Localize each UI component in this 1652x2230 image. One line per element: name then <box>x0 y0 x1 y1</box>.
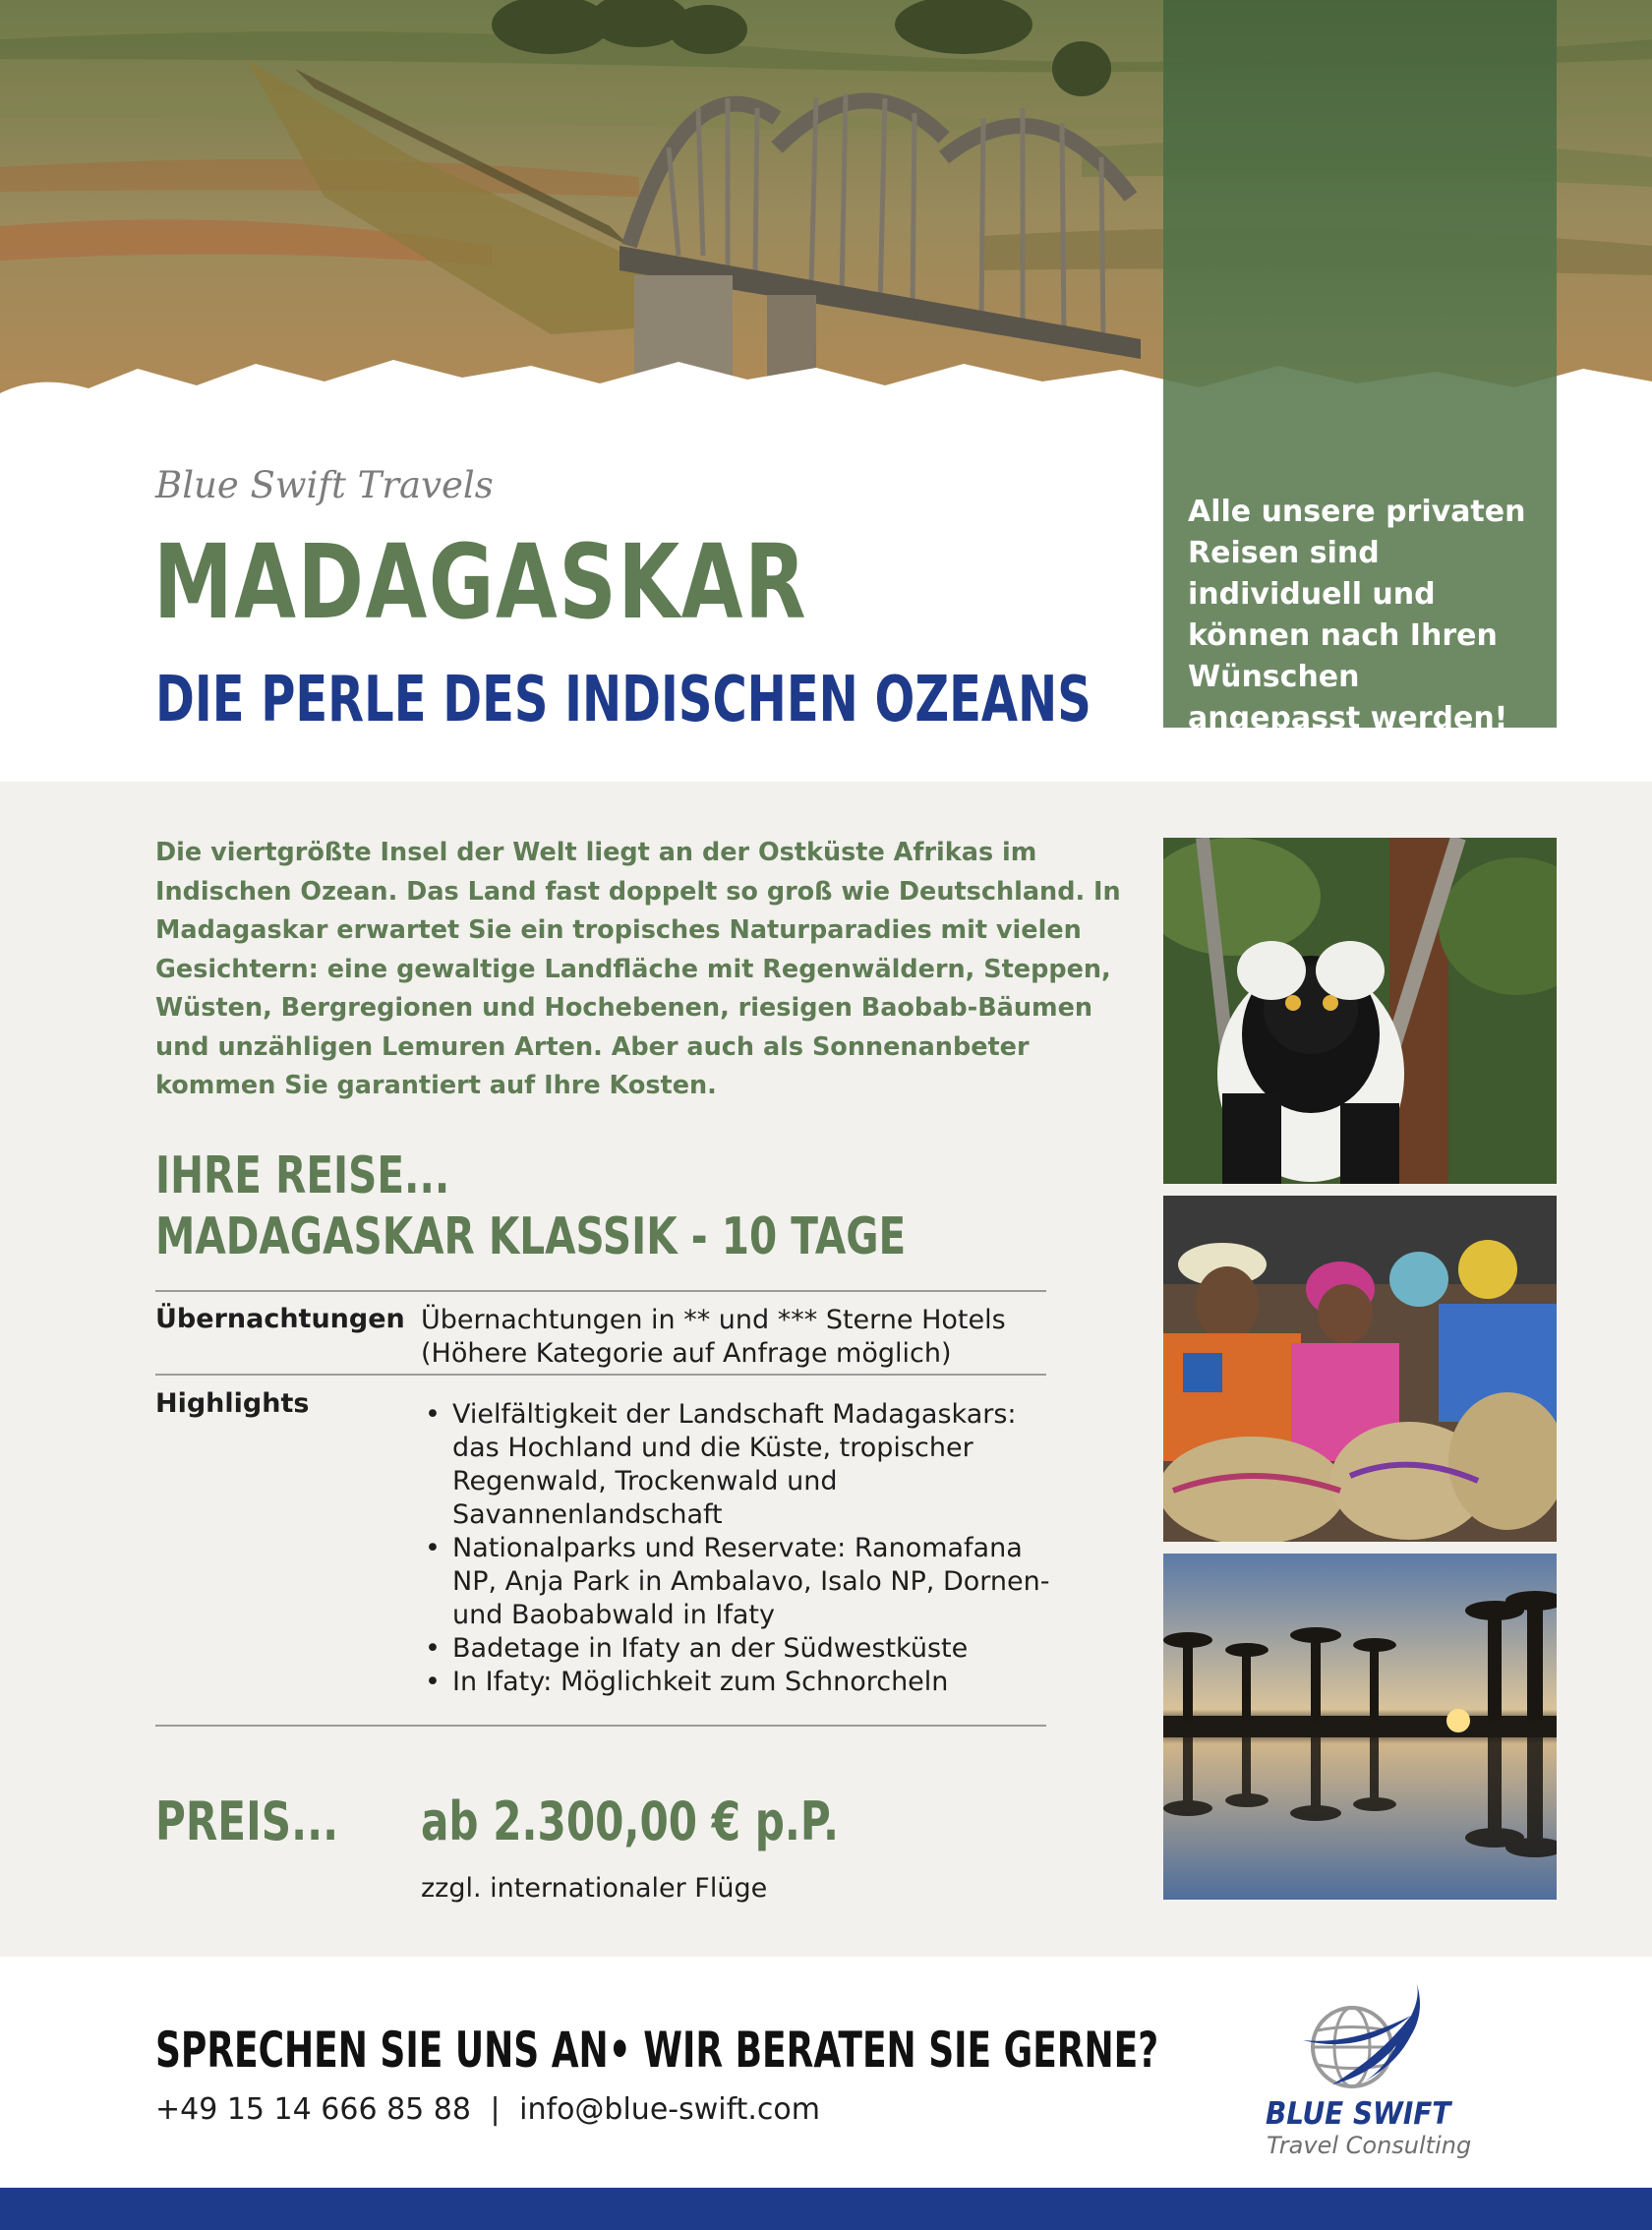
overnight-value-line2: (Höhere Kategorie auf Anfrage möglich) <box>421 1338 952 1369</box>
info-box-text: Alle unsere privaten Reisen sind individuell und können nach Ihren Wünschen angepasst werden! <box>1188 495 1526 735</box>
email-link[interactable]: info@blue-swift.com <box>519 2092 821 2127</box>
info-box-photo-tint <box>1163 0 1557 393</box>
bottom-bar <box>0 2188 1652 2230</box>
page-subtitle: DIE PERLE DES INDISCHEN OZEANS <box>155 664 1092 736</box>
overnight-value <box>421 1304 1050 1371</box>
page-title: MADAGASKAR <box>153 522 808 642</box>
highlights-list <box>421 1398 1050 1699</box>
intro-paragraph: Die viertgrößte Insel der Welt liegt an der Ostküste Afrikas im Indischen Ozean. Das Land fast doppelt so groß wie Deutschland. In Madagaskar erwartet Sie ein tropisches Naturparadies mit vielen Gesichtern: eine gewaltige Landfläche mit Regenwäldern, Steppen, Wüsten, Bergregionen und Hochebenen, riesigen Baobab-Bäumen und unzähligen Lemuren Arten. Aber auch als Sonnenanbeter kommen Sie garantiert auf Ihre Kosten. <box>155 838 1121 1100</box>
highlights-label: Highlights <box>155 1388 310 1419</box>
overnight-value-line1: Übernachtungen in ** und *** Sterne Hotels <box>421 1305 1006 1335</box>
list-item: • In Ifaty: Möglichkeit zum Schnorcheln <box>421 1666 1050 1699</box>
divider <box>155 1725 1046 1727</box>
logo-subtitle: Travel Consulting <box>1267 2132 1472 2159</box>
baobab-sunset-photo <box>1163 1554 1557 1900</box>
logo-name: BLUE SWIFT <box>1266 2096 1451 2132</box>
lemur-photo <box>1163 838 1557 1184</box>
list-item: • Nationalparks und Reservate: Ranomafana NP, Anja Park in Ambalavo, Isalo NP, Dornen- und Baobabwald in Ifaty <box>421 1532 1050 1632</box>
call-to-action: SPRECHEN SIE UNS AN• WIR BERATEN SIE GERNE? <box>155 2022 1159 2079</box>
list-item: • Badetage in Ifaty an der Südwestküste <box>421 1632 1050 1666</box>
contact-line <box>155 2092 820 2127</box>
trip-heading <box>155 1145 906 1267</box>
overnight-label: Übernachtungen <box>155 1304 405 1334</box>
divider <box>155 1374 1046 1376</box>
trip-heading-line2: MADAGASKAR KLASSIK - 10 TAGE <box>155 1207 907 1266</box>
divider <box>155 1290 1046 1292</box>
market-women-photo <box>1163 1196 1557 1542</box>
phone-link[interactable]: +49 15 14 666 85 88 <box>155 2092 471 2127</box>
price-label: PREIS... <box>155 1790 339 1852</box>
contact-separator: | <box>490 2092 501 2127</box>
price-value: ab 2.300,00 € p.P. <box>421 1790 840 1852</box>
info-box <box>1163 0 1557 735</box>
brand-script: Blue Swift Travels <box>155 464 494 506</box>
list-item: • Vielfältigkeit der Landschaft Madagaskars: das Hochland und die Küste, tropischer Regenwald, Trockenwald und Savannenlandschaft <box>421 1398 1050 1532</box>
trip-heading-line1: IHRE REISE... <box>155 1146 450 1205</box>
price-note: zzgl. internationaler Flüge <box>421 1873 768 1904</box>
